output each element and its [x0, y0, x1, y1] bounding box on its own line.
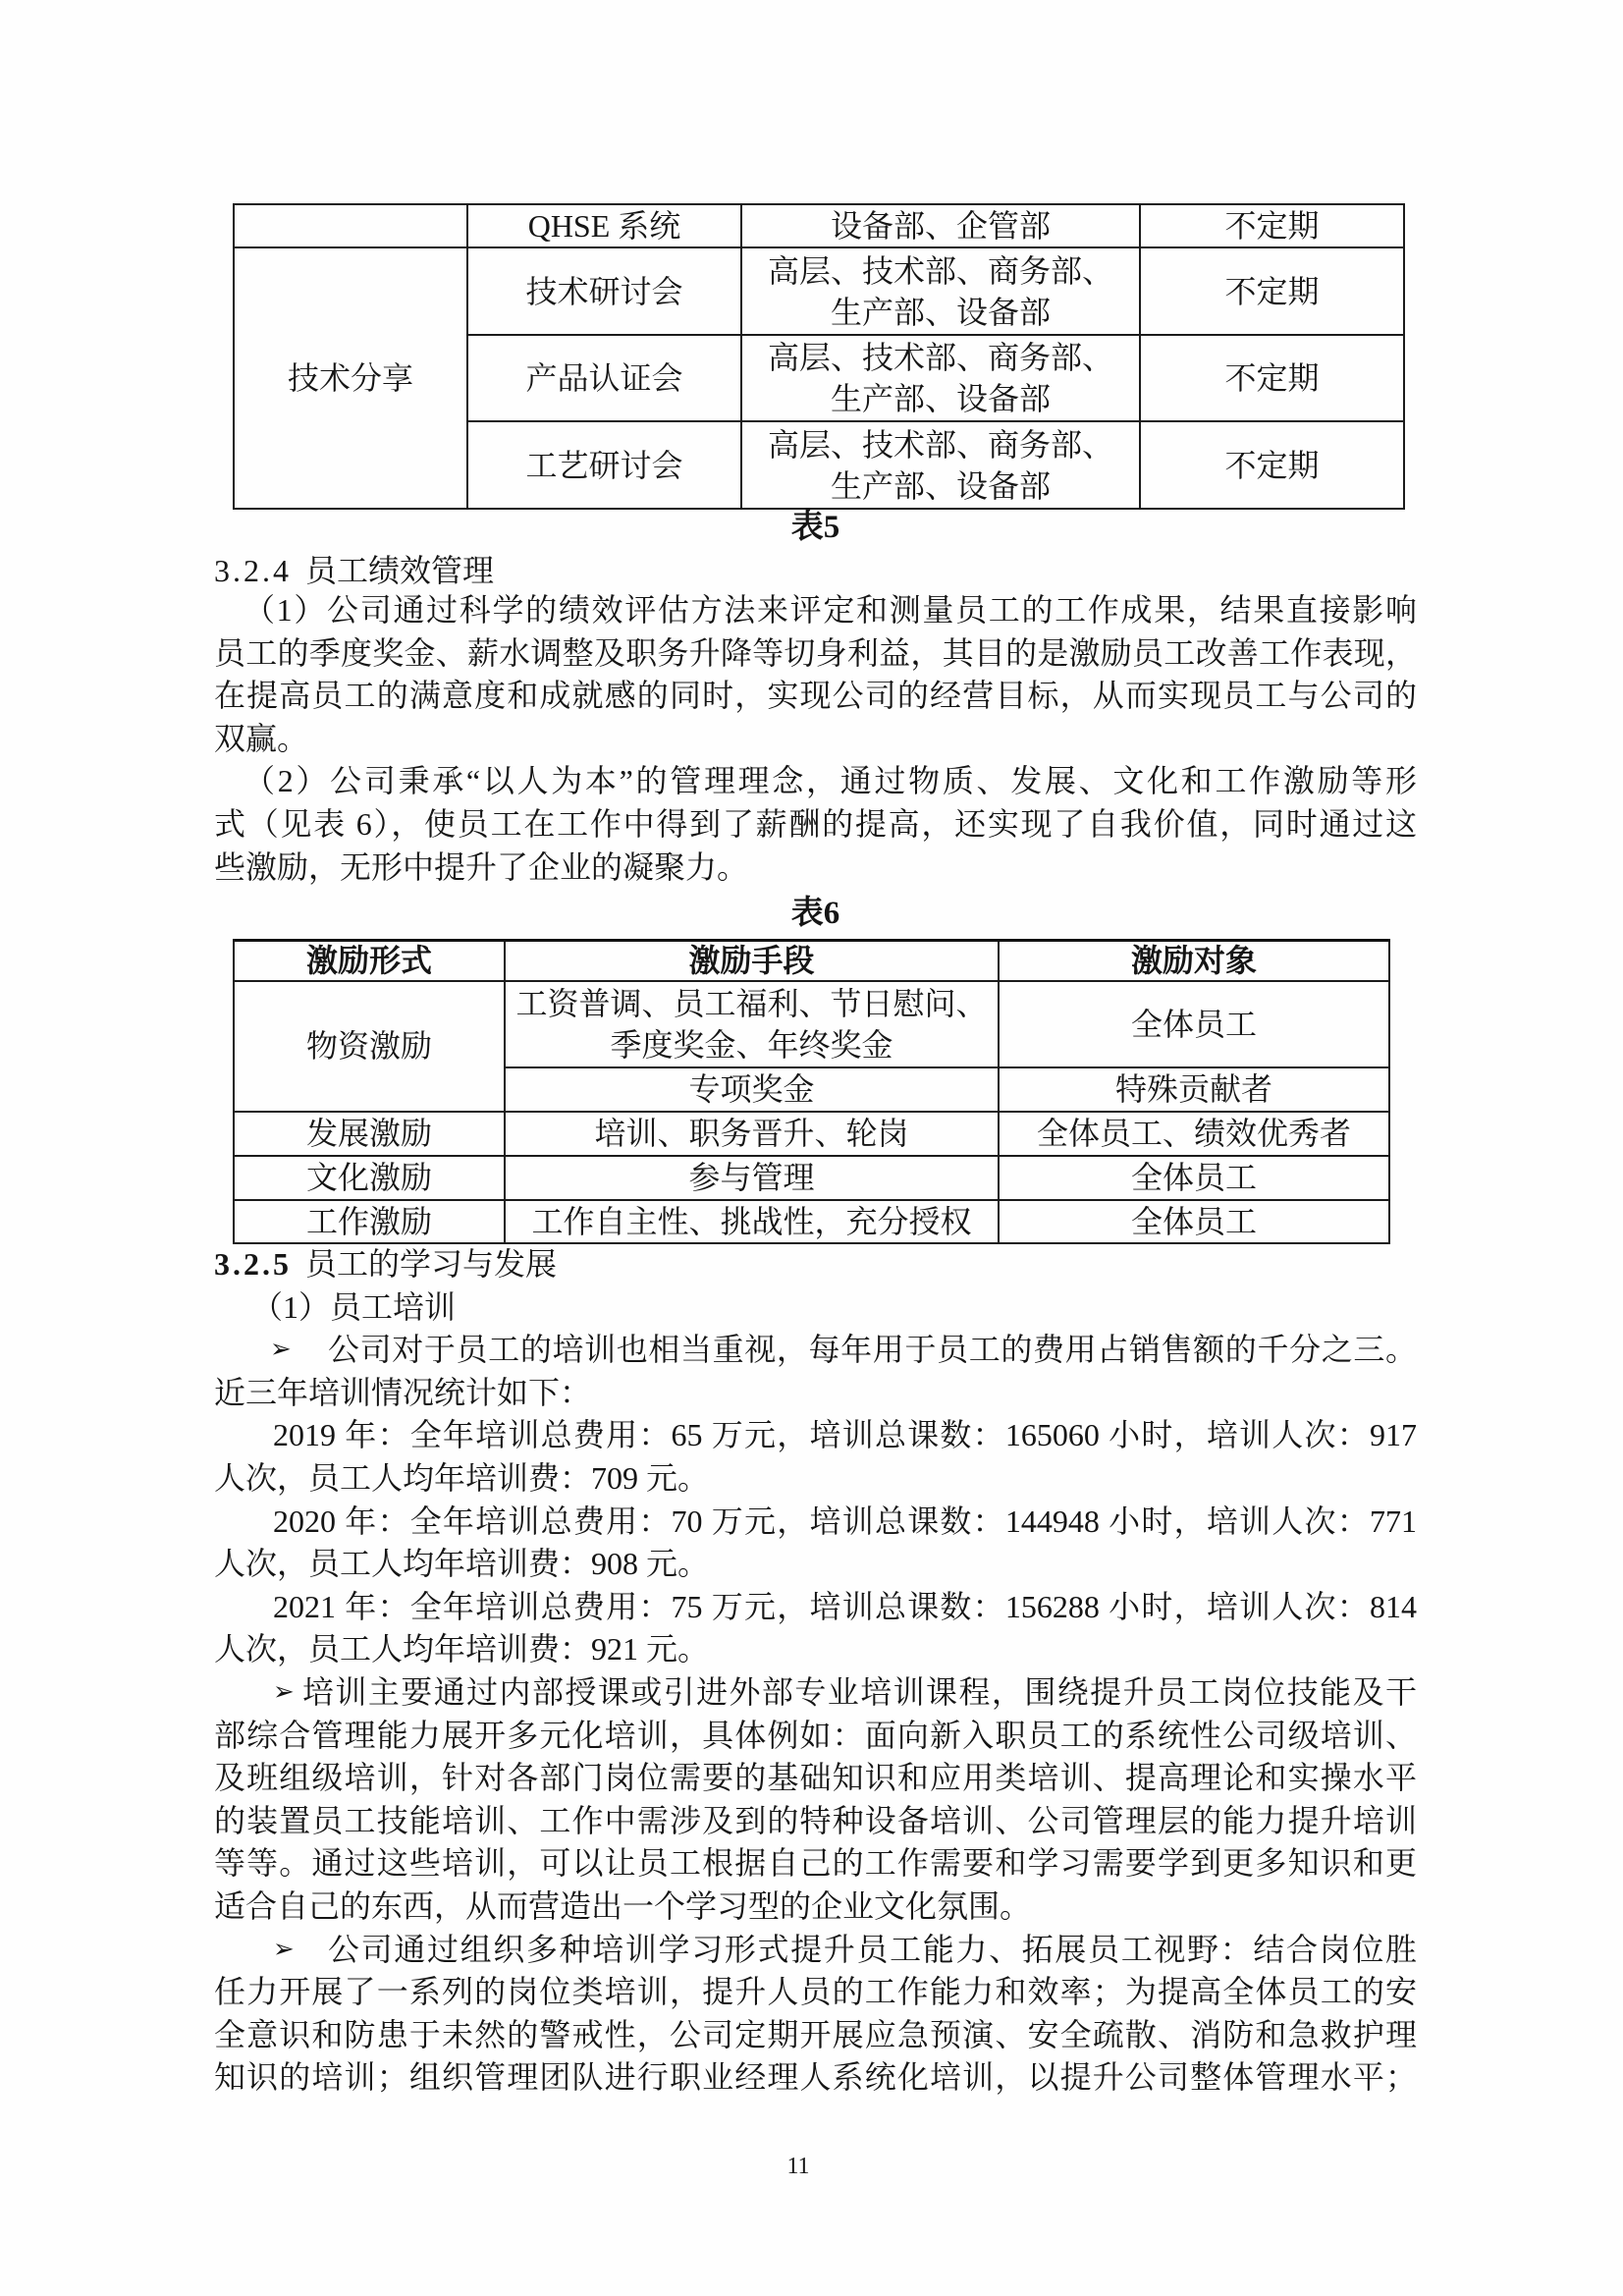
- table-cell-means: [505, 981, 999, 1067]
- cell-line: 高层、技术部、商务部、: [767, 252, 1113, 289]
- paragraph-line: [214, 1929, 1417, 1972]
- section-heading: [214, 1243, 1417, 1286]
- line-text: 公司对于员工的培训也相当重视，每年用于员工的费用占销售额的千分之三。: [328, 1332, 1417, 1368]
- table-cell-frequency: 不定期: [1140, 421, 1404, 509]
- table-cell-departments: [741, 247, 1140, 335]
- table-cell-departments: [741, 421, 1140, 509]
- cell-line: 高层、技术部、商务部、: [767, 340, 1113, 375]
- section-3-2-5: [214, 1243, 1417, 2100]
- table-cell-frequency: 不定期: [1140, 335, 1404, 421]
- table-row: [234, 1112, 1389, 1156]
- stats-line: 2020 年：全年培训总费用：70 万元，培训总课数：144948 小时，培训人次：771: [273, 1503, 1417, 1539]
- cell-line: 培训、职务晋升、轮岗: [594, 1116, 909, 1151]
- bullet-arrow-icon: ➢: [273, 1676, 295, 1707]
- paragraph-line: 全意识和防患于未然的警戒性，公司定期开展应急预演、安全疏散、消防和急救护理: [214, 2016, 1417, 2052]
- paragraph-line: 近三年培训情况统计如下：: [214, 1374, 592, 1410]
- table-cell-departments: [741, 335, 1140, 421]
- section-3-2-4-heading: [214, 550, 1417, 593]
- table-cell-target: 全体员工: [999, 1156, 1389, 1200]
- paragraph-line: 任力开展了一系列的岗位类培训，提升人员的工作能力和效率；为提高全体员工的安: [214, 1974, 1417, 2010]
- table-cell-item: 产品认证会: [467, 335, 741, 421]
- table-cell-means: [505, 1112, 999, 1156]
- cell-line: 高层、技术部、商务部、: [767, 426, 1113, 463]
- paragraph-line: 部综合管理能力展开多元化培训，具体例如：面向新入职员工的系统性公司级培训、: [214, 1717, 1417, 1753]
- table-cell-form: 发展激励: [234, 1112, 505, 1156]
- table-header-cell: 激励对象: [999, 941, 1389, 981]
- table-header-cell: 激励手段: [505, 941, 999, 981]
- stats-line: 人次，员工人均年培训费：709 元。: [214, 1459, 710, 1496]
- paragraph-line: 式（见表 6），使员工在工作中得到了薪酬的提高，还实现了自我价值，同时通过这: [214, 805, 1417, 842]
- table-5-caption: 表5: [790, 510, 840, 545]
- table-header-cell: 激励形式: [234, 941, 505, 981]
- paragraph-line: （2）公司秉承“以人为本”的管理理念，通过物质、发展、文化和工作激励等形: [243, 763, 1417, 799]
- table-row: [234, 247, 1404, 335]
- table-cell-departments: [741, 204, 1140, 247]
- cell-line: 专项奖金: [688, 1071, 815, 1107]
- section-3-2-4-body: [214, 589, 1417, 889]
- table-cell-item: 技术研讨会: [467, 247, 741, 335]
- paragraph-line: 适合自己的东西，从而营造出一个学习型的企业文化氛围。: [214, 1887, 1032, 1924]
- paragraph-line: 员工的季度奖金、薪水调整及职务升降等切身利益，其目的是激励员工改善工作表现，: [214, 634, 1417, 671]
- cell-line: 生产部、设备部: [830, 467, 1051, 504]
- line-text: 培训主要通过内部授课或引进外部专业培训课程，围绕提升员工岗位技能及干: [302, 1673, 1417, 1710]
- table-cell-target: 特殊贡献者: [999, 1067, 1389, 1112]
- table-cell-item: 工艺研讨会: [467, 421, 741, 509]
- table-6: [233, 939, 1390, 1244]
- table-cell-form: 文化激励: [234, 1156, 505, 1200]
- bullet-arrow-icon: ➢: [273, 1934, 295, 1964]
- table-cell-target: 全体员工: [999, 981, 1389, 1067]
- table-row: [234, 204, 1404, 247]
- page-number: 11: [786, 2154, 810, 2179]
- cell-line: 工资普调、员工福利、节日慰问、: [515, 985, 988, 1021]
- table-cell-means: [505, 1156, 999, 1200]
- line-text: 公司通过组织多种培训学习形式提升员工能力、拓展员工视野：结合岗位胜: [328, 1931, 1417, 1967]
- table-cell-form: 物资激励: [234, 981, 505, 1112]
- section-heading: [214, 550, 1417, 593]
- paragraph-line: 的装置员工技能培训、工作中需涉及到的特种设备培训、公司管理层的能力提升培训: [214, 1802, 1417, 1838]
- paragraph-line: 等等。通过这些培训，可以让员工根据自己的工作需要和学习需要学到更多知识和更: [214, 1845, 1417, 1882]
- paragraph-line: 双赢。: [214, 720, 309, 756]
- stats-line: 2019 年：全年培训总费用：65 万元，培训总课数：165060 小时，培训人次：917: [273, 1417, 1417, 1453]
- table-row: [234, 1156, 1389, 1200]
- cell-line: 设备部、企管部: [830, 208, 1051, 244]
- subsection-title: （1）员工培训: [251, 1288, 457, 1325]
- cell-line: 参与管理: [688, 1160, 815, 1195]
- paragraph-line: [214, 1671, 1417, 1715]
- table-row: [234, 1200, 1389, 1243]
- section-title: 员工的学习与发展: [305, 1246, 558, 1282]
- table-5: [233, 203, 1405, 510]
- table-cell-means: [505, 1067, 999, 1112]
- paragraph-line: [214, 1329, 1417, 1372]
- stats-line: 人次，员工人均年培训费：921 元。: [214, 1631, 710, 1667]
- table-cell-target: 全体员工: [999, 1200, 1389, 1243]
- section-title: 员工绩效管理: [305, 553, 495, 588]
- table-cell-form: 工作激励: [234, 1200, 505, 1243]
- cell-line: 生产部、设备部: [830, 381, 1051, 416]
- section-number: 3.2.5: [214, 1246, 292, 1282]
- paragraph-line: 知识的培训；组织管理团队进行职业经理人系统化培训，以提升公司整体管理水平；: [214, 2059, 1417, 2096]
- stats-line: 2021 年：全年培训总费用：75 万元，培训总课数：156288 小时，培训人次：814: [273, 1588, 1417, 1624]
- table-cell-target: 全体员工、绩效优秀者: [999, 1112, 1389, 1156]
- table-cell-frequency: 不定期: [1140, 247, 1404, 335]
- table-cell-frequency: 不定期: [1140, 204, 1404, 247]
- bullet-arrow-icon: ➢: [270, 1335, 292, 1365]
- cell-line: 季度奖金、年终奖金: [610, 1026, 893, 1063]
- paragraph-line: （1）公司通过科学的绩效评估方法来评定和测量员工的工作成果，结果直接影响: [243, 592, 1417, 628]
- table-cell-empty: [234, 204, 467, 247]
- table-cell-item: QHSE 系统: [467, 204, 741, 247]
- table-6-caption: 表6: [790, 896, 840, 931]
- table-cell-category: 技术分享: [234, 247, 467, 509]
- section-number: 3.2.4: [214, 553, 292, 588]
- paragraph-line: 些激励，无形中提升了企业的凝聚力。: [214, 848, 749, 885]
- stats-line: 人次，员工人均年培训费：908 元。: [214, 1546, 710, 1582]
- table-cell-means: [505, 1200, 999, 1243]
- paragraph-line: 在提高员工的满意度和成就感的同时，实现公司的经营目标，从而实现员工与公司的: [214, 678, 1417, 714]
- cell-line: 生产部、设备部: [830, 294, 1051, 330]
- table-row: [234, 981, 1389, 1067]
- paragraph-line: 及班组级培训，针对各部门岗位需要的基础知识和应用类培训、提高理论和实操水平: [214, 1760, 1417, 1796]
- table-header-row: [234, 941, 1389, 981]
- cell-line: 工作自主性、挑战性，充分授权: [531, 1203, 972, 1239]
